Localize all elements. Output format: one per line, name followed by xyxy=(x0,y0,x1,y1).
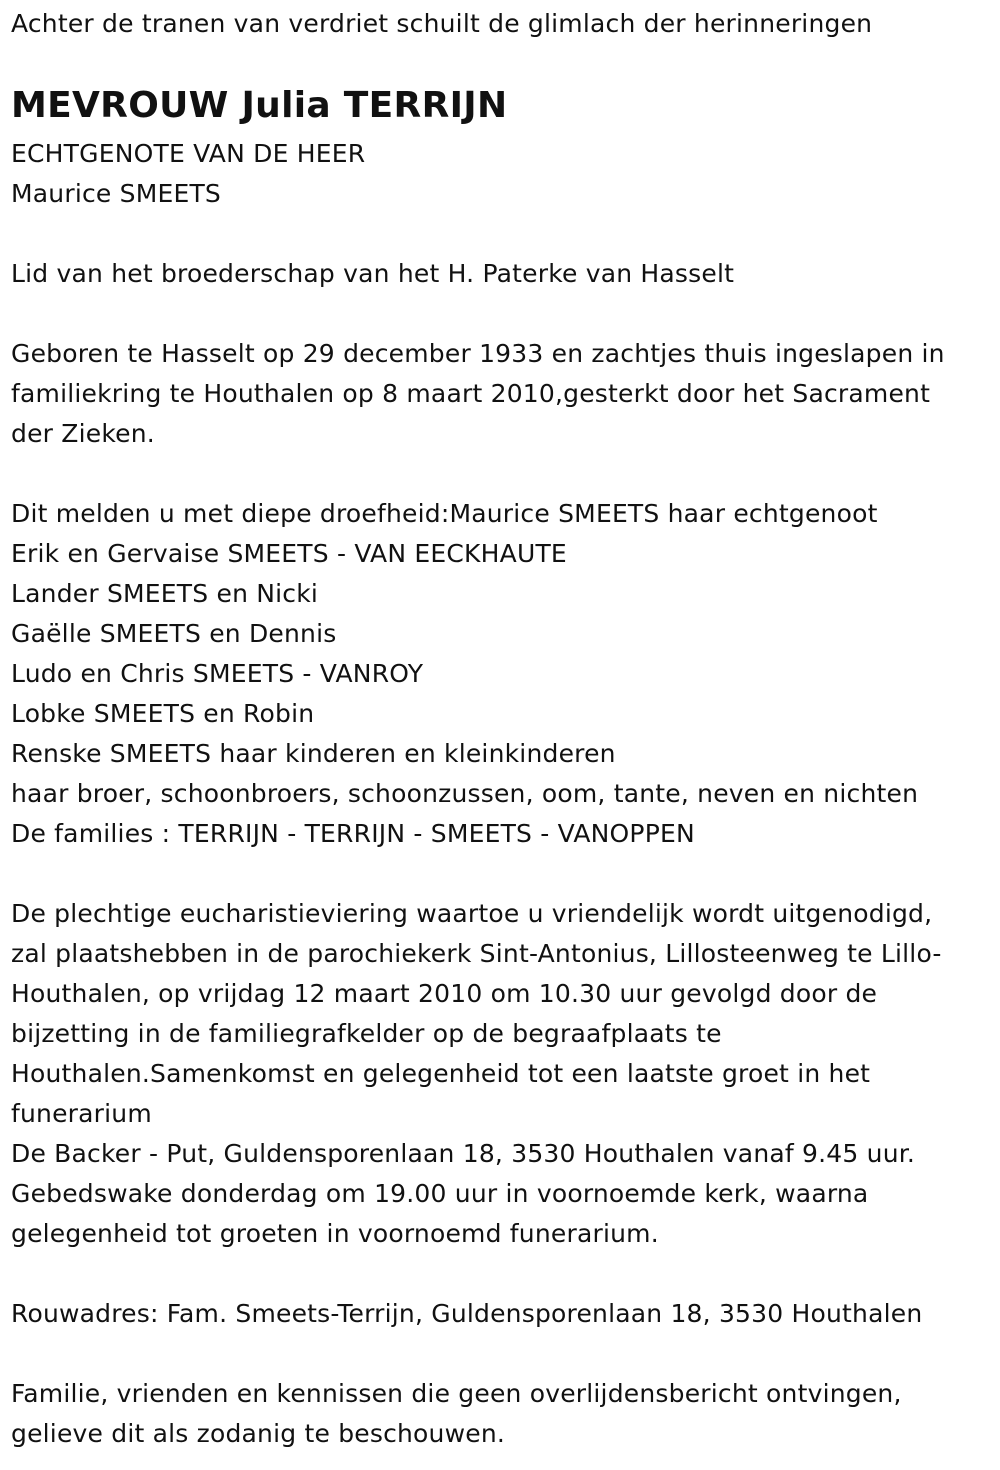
ceremony-line: De plechtige eucharistieviering waartoe u vriendelijk wordt uitgenodigd, xyxy=(11,899,933,928)
family-line: Dit melden u met diepe droefheid:Maurice SMEETS haar echtgenoot xyxy=(11,499,878,528)
family-line: Lander SMEETS en Nicki xyxy=(11,579,319,608)
ceremony-line: gelegenheid tot groeten in voornoemd funerarium. xyxy=(11,1219,659,1248)
family-block xyxy=(11,494,918,854)
family-line: haar broer, schoonbroers, schoonzussen, oom, tante, neven en nichten xyxy=(11,779,919,808)
membership-line: Lid van het broederschap van het H. Paterke van Hasselt xyxy=(11,259,735,288)
deceased-name: MEVROUW Julia TERRIJN xyxy=(11,85,508,126)
ceremony-line: zal plaatshebben in de parochiekerk Sint-Antonius, Lillosteenweg te Lillo- xyxy=(11,939,942,968)
address-line: Rouwadres: Fam. Smeets-Terrijn, Guldensporenlaan 18, 3530 Houthalen xyxy=(11,1299,923,1328)
birth-death-line: Geboren te Hasselt op 29 december 1933 en zachtjes thuis ingeslapen in xyxy=(11,339,945,368)
family-line: Erik en Gervaise SMEETS - VAN EECKHAUTE xyxy=(11,539,567,568)
membership-block xyxy=(11,254,734,294)
family-line: Renske SMEETS haar kinderen en kleinkinderen xyxy=(11,739,616,768)
memorial-quote: Achter de tranen van verdriet schuilt de glimlach der herinneringen xyxy=(11,9,873,38)
address-block xyxy=(11,1294,922,1334)
ceremony-block xyxy=(11,894,942,1254)
family-line: Gaëlle SMEETS en Dennis xyxy=(11,619,337,648)
closing-block xyxy=(11,1374,902,1454)
closing-line: gelieve dit als zodanig te beschouwen. xyxy=(11,1419,506,1448)
ceremony-line: bijzetting in de familiegrafkelder op de begraafplaats te xyxy=(11,1019,722,1048)
ceremony-line: Gebedswake donderdag om 19.00 uur in voornoemde kerk, waarna xyxy=(11,1179,869,1208)
closing-line: Familie, vrienden en kennissen die geen overlijdensbericht ontvingen, xyxy=(11,1379,902,1408)
ceremony-line: funerarium xyxy=(11,1099,152,1128)
family-line: Ludo en Chris SMEETS - VANROY xyxy=(11,659,424,688)
ceremony-line: Houthalen.Samenkomst en gelegenheid tot een laatste groet in het xyxy=(11,1059,871,1088)
spouse-line: ECHTGENOTE VAN DE HEER xyxy=(11,139,366,168)
birth-death-block xyxy=(11,334,945,454)
spouse-line: Maurice SMEETS xyxy=(11,179,222,208)
family-line: Lobke SMEETS en Robin xyxy=(11,699,315,728)
ceremony-line: Houthalen, op vrijdag 12 maart 2010 om 10.30 uur gevolgd door de xyxy=(11,979,878,1008)
family-line: De families : TERRIJN - TERRIJN - SMEETS - VANOPPEN xyxy=(11,819,695,848)
birth-death-line: der Zieken. xyxy=(11,419,155,448)
birth-death-line: familiekring te Houthalen op 8 maart 2010,gesterkt door het Sacrament xyxy=(11,379,931,408)
spouse-block xyxy=(11,134,365,214)
ceremony-line: De Backer - Put, Guldensporenlaan 18, 3530 Houthalen vanaf 9.45 uur. xyxy=(11,1139,916,1168)
